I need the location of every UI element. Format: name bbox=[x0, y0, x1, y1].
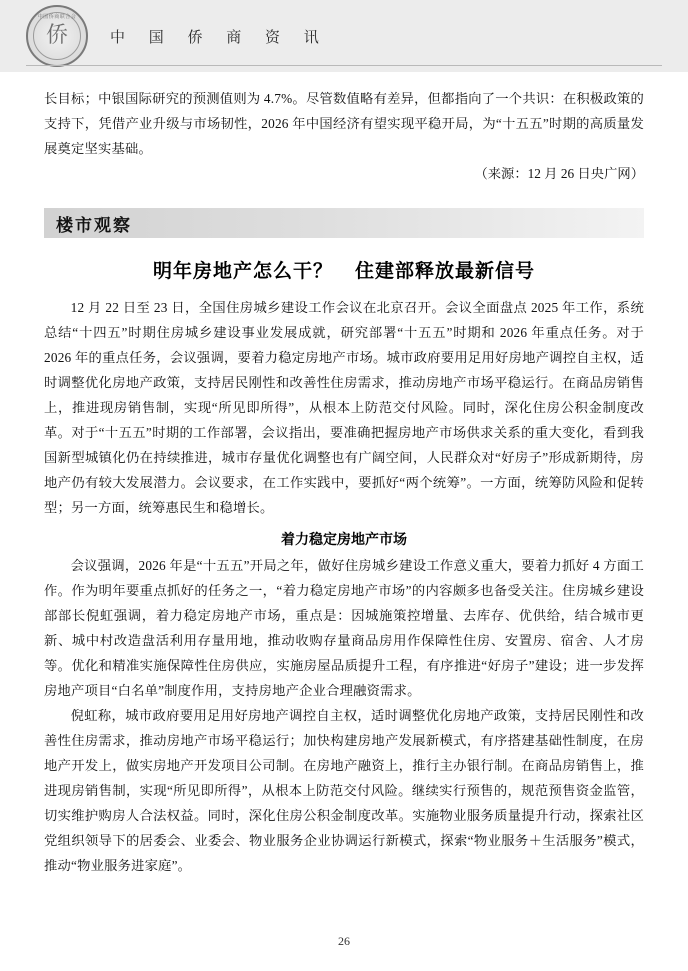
article-subheading: 着力稳定房地产市场 bbox=[281, 533, 407, 548]
headline-part-2: 住建部释放最新信号 bbox=[355, 261, 536, 282]
section-band bbox=[44, 208, 644, 238]
article-paragraph-3: 倪虹称，城市政府要用足用好房地产调控自主权，适时调整优化房地产政策，支持居民刚性和改善性住房需求，推动房地产市场平稳运行；加快构建房地产发展新模式，有序搭建基础性制度，在房地产开发上，做实房地产开发项目公司制。在房地产融资上，推行主办银行制。在商品房销售上，推进现房销售制，实现“所见即所得”，从根本上防范交付风险。继续实行预售的，规范预售资金监管，切实维护购房人合法权益。同时，深化住房公积金制度改革。实施物业服务质量提升行动，探索社区党组织领导下的居委会、业委会、物业服务企业协调运行新模式，探索“物业服务＋生活服务”模式，推动“物业服务进家庭”。 bbox=[44, 708, 644, 873]
organization-logo bbox=[26, 5, 88, 67]
seal-arc-text: 中国侨商联合会 bbox=[37, 15, 77, 20]
article-paragraph-2: 会议强调，2026 年是“十五五”开局之年，做好住房城乡建设工作意义重大，要着力抓好 4 方面工作。作为明年要重点抓好的任务之一，“着力稳定房地产市场”的内容颇多也备受关注。住房城乡建设部部长倪虹强调，着力稳定房地产市场，重点是：因城施策控增量、去库存、优供给，结合城市更新、城中村改造盘活利用存量用地，推动收购存量商品房用作保障性住房、安置房、宿舍、人才房等。优化和精准实施保障性住房供应，实施房屋品质提升工程，有序推进“好房子”建设；进一步发挥房地产项目“白名单”制度作用，支持房地产企业合理融资需求。 bbox=[44, 558, 644, 698]
continued-paragraph: 长目标；中银国际研究的预测值则为 4.7%。尽管数值略有差异，但都指向了一个共识：在积极政策的支持下，凭借产业升级与市场韧性，2026 年中国经济有望实现平稳开局，为“十五五”时期的高质量发展奠定坚实基础。 bbox=[44, 91, 644, 156]
page-header bbox=[0, 0, 688, 72]
seal-icon bbox=[26, 5, 88, 67]
publication-title: 中 国 侨 商 资 讯 bbox=[110, 29, 329, 46]
article-headline bbox=[44, 256, 644, 283]
article-paragraph-1: 12 月 22 日至 23 日，全国住房城乡建设工作会议在北京召开。会议全面盘点 2025 年工作，系统总结“十四五”时期住房城乡建设事业发展成就，研究部署“十五五”时期和 2026 年重点任务。对于 2026 年的重点任务，会议强调，要着力稳定房地产市场。城市政府要用足用好房地产调控自主权，适时调整优化房地产政策，支持居民刚性和改善性住房需求，推动房地产市场平稳运行。在商品房销售上，推进现房销售制，实现“所见即所得”，从根本上防范交付风险。同时，深化住房公积金制度改革。对于“十五五”时期的工作部署，会议指出，要准确把握房地产市场供求关系的重大变化，看到我国新型城镇化仍在持续推进，城市存量优化调整也有广阔空间，人民群众对“好房子”形成新期待，房地产仍有较大发展潜力。会议要求，在工作实践中，要抓好“两个统筹”。一方面，统筹防风险和促转型；另一方面，统筹惠民生和稳增长。 bbox=[44, 300, 644, 515]
headline-part-1: 明年房地产怎么干？ bbox=[152, 261, 333, 282]
seal-glyph: 侨 bbox=[45, 22, 68, 47]
source-attribution: （来源：12 月 26 日央广网） bbox=[474, 166, 644, 181]
section-title: 楼市观察 bbox=[56, 215, 132, 235]
header-divider bbox=[26, 65, 662, 66]
page-content bbox=[0, 72, 688, 878]
page-number: 26 bbox=[338, 934, 350, 948]
